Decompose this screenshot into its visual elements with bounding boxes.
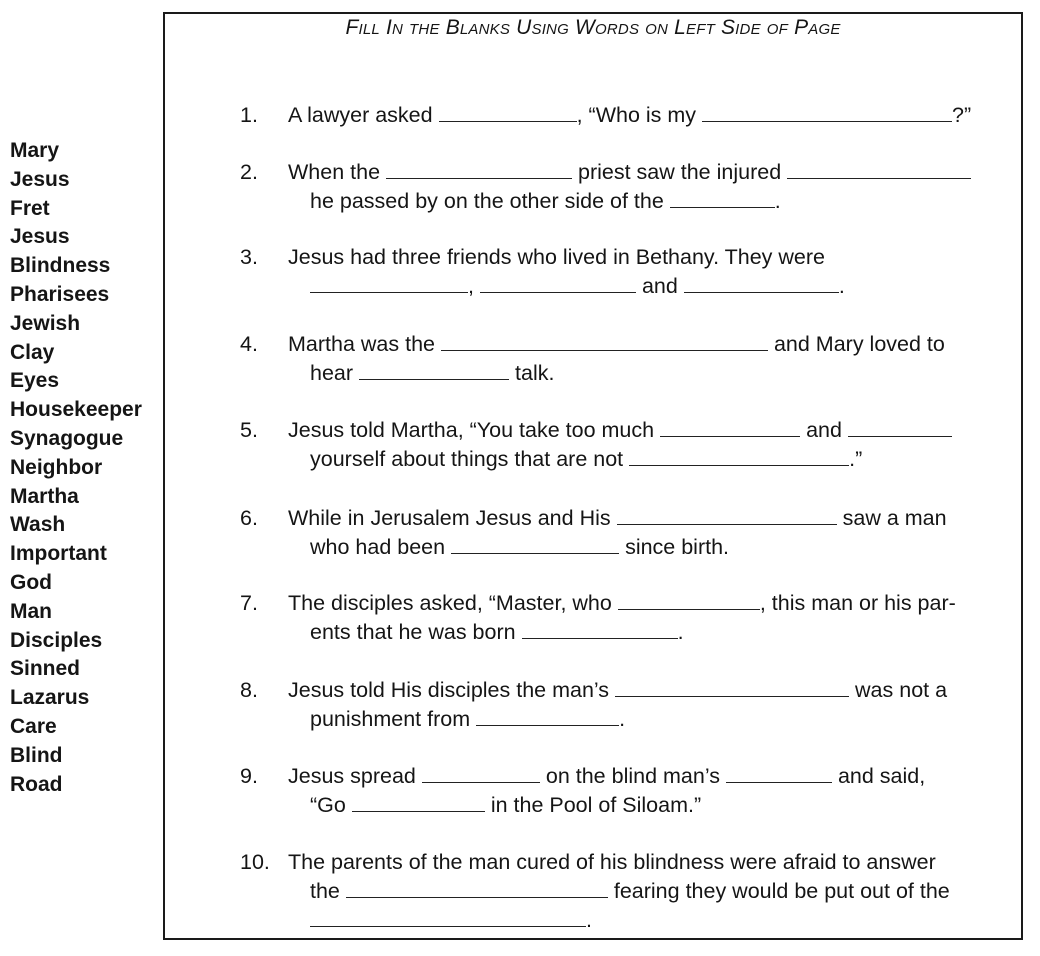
question-text: fearing they would be put out of the bbox=[613, 879, 950, 903]
answer-blank[interactable] bbox=[618, 590, 760, 610]
answer-blank[interactable] bbox=[359, 360, 509, 380]
question-number: 2. bbox=[240, 160, 258, 184]
worksheet-title: Fill In the Blanks Using Words on Left Side of Page bbox=[345, 16, 841, 39]
answer-blank[interactable] bbox=[310, 907, 586, 927]
word-bank-item: Jesus bbox=[10, 225, 70, 249]
question-text: and bbox=[641, 274, 678, 298]
question-text: the bbox=[310, 879, 340, 903]
answer-blank[interactable] bbox=[422, 763, 540, 783]
question-text: ents that he was born bbox=[310, 620, 516, 644]
question-text: he passed by on the other side of the bbox=[310, 189, 664, 213]
answer-blank[interactable] bbox=[352, 792, 485, 812]
answer-blank[interactable] bbox=[615, 677, 849, 697]
question-number: 4. bbox=[240, 332, 258, 356]
question-text: who had been bbox=[310, 535, 446, 559]
word-bank-item: God bbox=[10, 570, 52, 594]
question-8 bbox=[240, 676, 1020, 734]
answer-blank[interactable] bbox=[702, 102, 952, 122]
question-9 bbox=[240, 762, 1020, 820]
answer-blank[interactable] bbox=[441, 331, 768, 351]
answer-blank[interactable] bbox=[726, 763, 832, 783]
question-text: was not a bbox=[855, 678, 948, 702]
answer-blank[interactable] bbox=[346, 878, 608, 898]
answer-blank[interactable] bbox=[310, 273, 468, 293]
answer-blank[interactable] bbox=[684, 273, 839, 293]
worksheet-box bbox=[163, 12, 1023, 940]
question-text: The parents of the man cured of his blindness were afraid to answer bbox=[288, 850, 936, 874]
question-text: . bbox=[774, 189, 781, 213]
question-text: and said, bbox=[837, 764, 926, 788]
word-bank-item: Disciples bbox=[10, 628, 103, 652]
question-text: Jesus had three friends who lived in Bethany. They were bbox=[288, 245, 826, 269]
question-text: . bbox=[838, 274, 845, 298]
question-text: . bbox=[619, 707, 626, 731]
question-text: talk. bbox=[515, 361, 555, 385]
word-bank-item: Wash bbox=[10, 513, 66, 537]
question-number: 8. bbox=[240, 678, 258, 702]
question-5 bbox=[240, 416, 1020, 474]
word-bank-item: Lazarus bbox=[10, 686, 90, 710]
question-text: Jesus told His disciples the man’s bbox=[288, 678, 610, 702]
answer-blank[interactable] bbox=[439, 102, 577, 122]
question-number: 9. bbox=[240, 764, 258, 788]
question-2 bbox=[240, 158, 1020, 216]
question-7 bbox=[240, 589, 1020, 647]
question-text: A lawyer asked bbox=[288, 103, 433, 127]
question-text: since birth. bbox=[625, 535, 730, 559]
question-text: “Go bbox=[310, 793, 346, 817]
question-number: 1. bbox=[240, 103, 258, 127]
word-bank-item: Eyes bbox=[10, 369, 60, 393]
word-bank-item: Martha bbox=[10, 484, 79, 508]
answer-blank[interactable] bbox=[787, 159, 971, 179]
question-1 bbox=[240, 101, 1020, 130]
answer-blank[interactable] bbox=[480, 273, 636, 293]
word-bank-item: Clay bbox=[10, 340, 55, 364]
word-bank-item: Blind bbox=[10, 743, 63, 767]
word-bank-item: Neighbor bbox=[10, 455, 103, 479]
question-text: in the Pool of Siloam.” bbox=[490, 793, 702, 817]
question-6 bbox=[240, 504, 1020, 562]
question-text: and Mary loved to bbox=[773, 332, 945, 356]
word-bank-item: Man bbox=[10, 599, 52, 623]
word-bank-item: Mary bbox=[10, 139, 60, 162]
answer-blank[interactable] bbox=[617, 505, 837, 525]
word-bank-item: Blindness bbox=[10, 254, 111, 278]
word-bank-item: Care bbox=[10, 714, 57, 738]
question-text: Jesus spread bbox=[288, 764, 416, 788]
word-bank-item: Jesus bbox=[10, 167, 70, 191]
question-text: When the bbox=[288, 160, 381, 184]
question-text: .” bbox=[849, 447, 863, 471]
question-number: 6. bbox=[240, 506, 258, 530]
question-text: punishment from bbox=[310, 707, 471, 731]
question-3 bbox=[240, 243, 1020, 301]
word-bank-item: Sinned bbox=[10, 657, 81, 681]
question-4 bbox=[240, 330, 1020, 388]
question-text: Jesus told Martha, “You take too much bbox=[288, 418, 655, 442]
question-number: 10. bbox=[240, 850, 270, 874]
question-text: priest saw the injured bbox=[578, 160, 782, 184]
answer-blank[interactable] bbox=[660, 417, 800, 437]
word-bank-item: Road bbox=[10, 772, 63, 796]
word-bank-item: Jewish bbox=[10, 311, 81, 335]
question-text: yourself about things that are not bbox=[310, 447, 624, 471]
question-number: 5. bbox=[240, 418, 258, 442]
question-number: 7. bbox=[240, 591, 258, 615]
question-text: . bbox=[677, 620, 684, 644]
question-text: While in Jerusalem Jesus and His bbox=[288, 506, 611, 530]
question-text: , this man or his par- bbox=[759, 591, 956, 615]
question-text: . bbox=[586, 908, 592, 932]
answer-blank[interactable] bbox=[629, 446, 849, 466]
answer-blank[interactable] bbox=[386, 159, 572, 179]
question-text: ?” bbox=[952, 103, 972, 127]
question-text: on the blind man’s bbox=[545, 764, 720, 788]
question-text: , bbox=[468, 274, 474, 298]
question-text: saw a man bbox=[842, 506, 947, 530]
question-text: Martha was the bbox=[288, 332, 435, 356]
question-text: , “Who is my bbox=[576, 103, 697, 127]
word-bank-item: Housekeeper bbox=[10, 398, 142, 422]
question-number: 3. bbox=[240, 245, 258, 269]
word-bank-item: Fret bbox=[10, 196, 50, 220]
word-bank-item: Important bbox=[10, 542, 107, 566]
answer-blank[interactable] bbox=[848, 417, 952, 437]
answer-blank[interactable] bbox=[522, 619, 678, 639]
word-bank-item: Synagogue bbox=[10, 426, 124, 450]
answer-blank[interactable] bbox=[476, 706, 619, 726]
answer-blank[interactable] bbox=[670, 188, 775, 208]
word-bank bbox=[10, 137, 142, 799]
question-text: and bbox=[806, 418, 842, 442]
word-bank-item: Pharisees bbox=[10, 282, 110, 306]
question-10 bbox=[240, 848, 1020, 935]
question-text: The disciples asked, “Master, who bbox=[288, 591, 612, 615]
answer-blank[interactable] bbox=[451, 534, 619, 554]
question-text: hear bbox=[310, 361, 354, 385]
